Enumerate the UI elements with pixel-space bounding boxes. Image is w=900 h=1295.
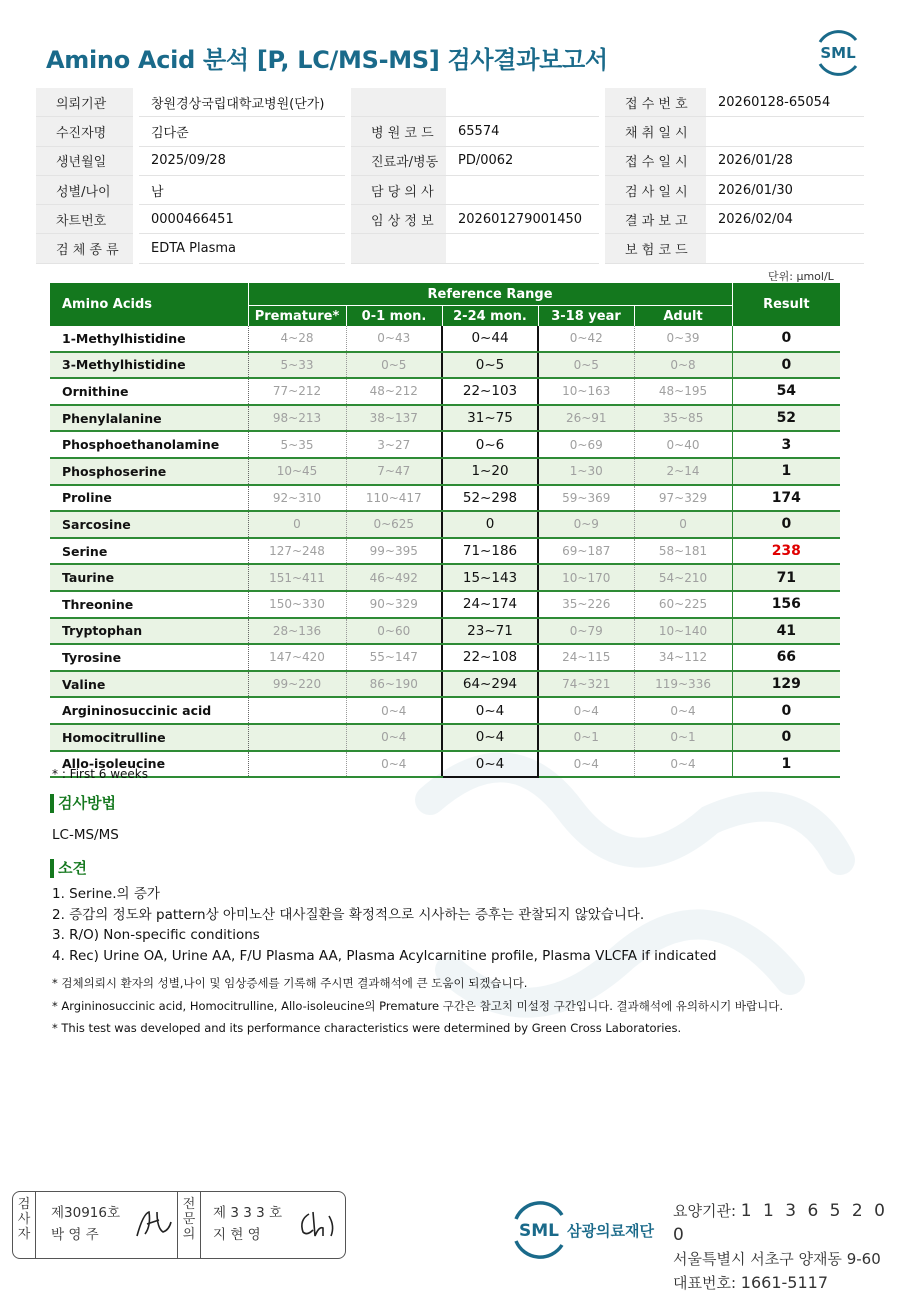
result-value: 129 bbox=[732, 671, 840, 698]
reference-range-cell: 48~212 bbox=[346, 378, 442, 405]
amino-acid-row bbox=[50, 591, 840, 618]
info-value: 2026/02/04 bbox=[706, 205, 864, 234]
reference-range-cell: 0~4 bbox=[634, 697, 732, 724]
reference-range-cell: 10~140 bbox=[634, 618, 732, 645]
amino-acid-row bbox=[50, 644, 840, 671]
info-row bbox=[36, 88, 864, 117]
amino-acid-name: Phosphoserine bbox=[50, 458, 248, 485]
method-heading: 검사방법 bbox=[50, 794, 116, 813]
amino-acid-name: Allo-isoleucine bbox=[50, 751, 248, 778]
specialist-signature-icon bbox=[295, 1206, 339, 1242]
info-row bbox=[36, 234, 864, 263]
reference-range-cell: 0~5 bbox=[346, 352, 442, 379]
result-value: 238 bbox=[732, 538, 840, 565]
reference-range-cell: 0~6 bbox=[442, 431, 538, 458]
examiner-name: 박 영 주 bbox=[51, 1227, 99, 1243]
amino-acid-row bbox=[50, 697, 840, 724]
reference-range-cell: 26~91 bbox=[538, 405, 634, 432]
result-value: 0 bbox=[732, 326, 840, 352]
reference-range-cell: 119~336 bbox=[634, 671, 732, 698]
reference-range-cell: 1~30 bbox=[538, 458, 634, 485]
reference-range-cell: 150~330 bbox=[248, 591, 346, 618]
amino-acid-name: 3-Methylhistidine bbox=[50, 352, 248, 379]
reference-range-cell: 35~226 bbox=[538, 591, 634, 618]
info-label bbox=[348, 88, 446, 117]
specialist-label: 전 문 의 bbox=[177, 1192, 201, 1258]
reference-range-cell: 0~42 bbox=[538, 326, 634, 352]
reference-range-cell: 0 bbox=[634, 511, 732, 538]
amino-acid-name: Argininosuccinic acid bbox=[50, 697, 248, 724]
reference-range-cell: 31~75 bbox=[442, 405, 538, 432]
reference-range-cell: 99~395 bbox=[346, 538, 442, 565]
reference-range-cell: 0 bbox=[248, 511, 346, 538]
unit-label: 단위: μmol/L bbox=[768, 270, 834, 283]
info-value: 창원경상국립대학교병원(단가) bbox=[136, 88, 348, 117]
reference-range-cell: 0~60 bbox=[346, 618, 442, 645]
amino-acid-name: Taurine bbox=[50, 564, 248, 591]
amino-acid-row bbox=[50, 618, 840, 645]
col-header-2-24-mon: 2-24 mon. bbox=[442, 306, 538, 327]
amino-acid-name: Serine bbox=[50, 538, 248, 565]
reference-range-cell: 0~8 bbox=[634, 352, 732, 379]
reference-range-cell: 38~137 bbox=[346, 405, 442, 432]
result-value: 0 bbox=[732, 697, 840, 724]
col-header-adult: Adult bbox=[634, 306, 732, 327]
result-value: 66 bbox=[732, 644, 840, 671]
reference-range-cell: 22~108 bbox=[442, 644, 538, 671]
examiner-license-no: 제30916호 bbox=[51, 1205, 121, 1221]
info-label: 접 수 번 호 bbox=[602, 88, 706, 117]
info-row bbox=[36, 146, 864, 175]
reference-range-cell: 3~27 bbox=[346, 431, 442, 458]
amino-acid-row bbox=[50, 724, 840, 751]
result-value: 52 bbox=[732, 405, 840, 432]
col-header-result: Result bbox=[732, 283, 840, 326]
result-value: 0 bbox=[732, 724, 840, 751]
sml-logo-icon bbox=[812, 28, 864, 76]
reference-range-cell: 10~170 bbox=[538, 564, 634, 591]
reference-range-cell: 0~4 bbox=[538, 751, 634, 778]
reference-range-cell: 69~187 bbox=[538, 538, 634, 565]
premature-footnote: * : First 6 weeks bbox=[52, 767, 148, 781]
info-label: 의뢰기관 bbox=[36, 88, 136, 117]
svg-text:SML: SML bbox=[820, 44, 856, 62]
reference-range-cell: 60~225 bbox=[634, 591, 732, 618]
reference-range-cell: 90~329 bbox=[346, 591, 442, 618]
amino-acid-name: Homocitrulline bbox=[50, 724, 248, 751]
reference-range-cell: 147~420 bbox=[248, 644, 346, 671]
info-label: 결 과 보 고 bbox=[602, 205, 706, 234]
amino-acid-row bbox=[50, 511, 840, 538]
amino-acid-row bbox=[50, 431, 840, 458]
reference-range-cell: 55~147 bbox=[346, 644, 442, 671]
reference-range-cell: 71~186 bbox=[442, 538, 538, 565]
org-name: 삼광의료재단 bbox=[567, 1222, 654, 1240]
amino-acid-name: Phenylalanine bbox=[50, 405, 248, 432]
svg-text:SML: SML bbox=[519, 1221, 559, 1241]
reference-range-cell: 86~190 bbox=[346, 671, 442, 698]
info-value bbox=[446, 234, 602, 263]
patient-info-table bbox=[36, 88, 864, 264]
note-line: * This test was developed and its performance characteristics were determined by Green Cross Laboratories. bbox=[52, 1021, 682, 1035]
info-value: 남 bbox=[136, 175, 348, 204]
result-value: 54 bbox=[732, 378, 840, 405]
examiner-label: 검 사 자 bbox=[13, 1192, 36, 1258]
amino-acid-table bbox=[50, 283, 840, 778]
reference-range-cell: 0~69 bbox=[538, 431, 634, 458]
col-header-premature: Premature* bbox=[248, 306, 346, 327]
amino-acid-name: Phosphoethanolamine bbox=[50, 431, 248, 458]
result-value: 0 bbox=[732, 352, 840, 379]
phone-number: 1661-5117 bbox=[740, 1273, 829, 1292]
info-row bbox=[36, 117, 864, 146]
reference-range-cell: 0~5 bbox=[442, 352, 538, 379]
info-value: 2025/09/28 bbox=[136, 146, 348, 175]
specialist-name: 지 현 영 bbox=[213, 1227, 261, 1243]
info-value bbox=[706, 234, 864, 263]
col-header-0-1-mon: 0-1 mon. bbox=[346, 306, 442, 327]
reference-range-cell: 0~44 bbox=[442, 326, 538, 352]
reference-range-cell: 7~47 bbox=[346, 458, 442, 485]
info-label: 성별/나이 bbox=[36, 175, 136, 204]
reference-range-cell: 10~163 bbox=[538, 378, 634, 405]
reference-range-cell: 0 bbox=[442, 511, 538, 538]
info-label: 접 수 일 시 bbox=[602, 146, 706, 175]
result-value: 71 bbox=[732, 564, 840, 591]
reference-range-cell: 46~492 bbox=[346, 564, 442, 591]
reference-range-cell bbox=[248, 751, 346, 778]
info-label: 차트번호 bbox=[36, 205, 136, 234]
reference-range-cell: 2~14 bbox=[634, 458, 732, 485]
reference-range-cell: 0~4 bbox=[538, 697, 634, 724]
institution-code-label: 요양기관: bbox=[673, 1202, 737, 1220]
note-line: * Argininosuccinic acid, Homocitrulline, Allo-isoleucine의 Premature 구간은 참고치 미설정 구간입니다. 결과해석에 유의하시기 바랍니다. bbox=[52, 998, 783, 1013]
info-row bbox=[36, 205, 864, 234]
reference-range-cell: 28~136 bbox=[248, 618, 346, 645]
amino-acid-name: Tryptophan bbox=[50, 618, 248, 645]
reference-range-cell: 64~294 bbox=[442, 671, 538, 698]
finding-line: 3. R/O) Non-specific conditions bbox=[52, 927, 260, 943]
reference-range-cell: 0~9 bbox=[538, 511, 634, 538]
institution-code: 1 1 3 6 5 2 0 0 bbox=[673, 1201, 888, 1245]
reference-range-cell: 77~212 bbox=[248, 378, 346, 405]
amino-acid-row bbox=[50, 671, 840, 698]
info-label: 채 취 일 시 bbox=[602, 117, 706, 146]
amino-acid-row bbox=[50, 538, 840, 565]
findings-heading: 소견 bbox=[50, 859, 87, 878]
amino-acid-name: Proline bbox=[50, 485, 248, 512]
info-value: PD/0062 bbox=[446, 146, 602, 175]
reference-range-cell: 0~4 bbox=[346, 751, 442, 778]
info-label: 진료과/병동 bbox=[348, 146, 446, 175]
reference-range-cell: 4~28 bbox=[248, 326, 346, 352]
info-value: EDTA Plasma bbox=[136, 234, 348, 263]
reference-range-cell: 0~625 bbox=[346, 511, 442, 538]
reference-range-cell: 0~43 bbox=[346, 326, 442, 352]
amino-acid-name: Valine bbox=[50, 671, 248, 698]
info-label: 보 험 코 드 bbox=[602, 234, 706, 263]
phone-label: 대표번호: bbox=[673, 1274, 737, 1292]
reference-range-cell: 24~174 bbox=[442, 591, 538, 618]
amino-acid-row bbox=[50, 378, 840, 405]
info-value: 2026/01/28 bbox=[706, 146, 864, 175]
result-value: 1 bbox=[732, 458, 840, 485]
info-value: 0000466451 bbox=[136, 205, 348, 234]
reference-range-cell: 10~45 bbox=[248, 458, 346, 485]
info-label bbox=[348, 234, 446, 263]
reference-range-cell: 74~321 bbox=[538, 671, 634, 698]
amino-acid-row bbox=[50, 458, 840, 485]
reference-range-cell bbox=[248, 697, 346, 724]
info-label: 수진자명 bbox=[36, 117, 136, 146]
reference-range-cell: 98~213 bbox=[248, 405, 346, 432]
result-value: 156 bbox=[732, 591, 840, 618]
info-label: 생년월일 bbox=[36, 146, 136, 175]
reference-range-cell: 35~85 bbox=[634, 405, 732, 432]
reference-range-cell: 0~4 bbox=[442, 751, 538, 778]
reference-range-cell: 52~298 bbox=[442, 485, 538, 512]
notes-list bbox=[52, 972, 783, 1040]
info-label: 담 당 의 사 bbox=[348, 175, 446, 204]
result-value: 41 bbox=[732, 618, 840, 645]
reference-range-cell: 24~115 bbox=[538, 644, 634, 671]
amino-acid-row bbox=[50, 485, 840, 512]
report-title: Amino Acid 분석 [P, LC/MS-MS] 검사결과보고서 bbox=[46, 46, 608, 74]
reference-range-cell: 5~35 bbox=[248, 431, 346, 458]
finding-line: 2. 증감의 정도와 pattern상 아미노산 대사질환을 확정적으로 시사하는 증후는 관찰되지 않았습니다. bbox=[52, 906, 645, 923]
amino-acid-name: 1-Methylhistidine bbox=[50, 326, 248, 352]
reference-range-cell: 22~103 bbox=[442, 378, 538, 405]
amino-acid-row bbox=[50, 352, 840, 379]
info-label: 검 사 일 시 bbox=[602, 175, 706, 204]
reference-range-cell: 151~411 bbox=[248, 564, 346, 591]
reference-range-cell: 15~143 bbox=[442, 564, 538, 591]
reference-range-cell: 97~329 bbox=[634, 485, 732, 512]
reference-range-cell: 0~4 bbox=[634, 751, 732, 778]
info-value: 20260128-65054 bbox=[706, 88, 864, 117]
reference-range-cell: 0~4 bbox=[442, 724, 538, 751]
note-line: * 검체의뢰시 환자의 성별,나이 및 임상증세를 기록해 주시면 결과해석에 큰 도움이 되겠습니다. bbox=[52, 976, 528, 990]
result-value: 1 bbox=[732, 751, 840, 778]
info-row bbox=[36, 175, 864, 204]
info-value bbox=[706, 117, 864, 146]
reference-range-cell: 59~369 bbox=[538, 485, 634, 512]
amino-acid-row bbox=[50, 326, 840, 352]
col-header-reference-range: Reference Range bbox=[248, 283, 732, 306]
info-label: 병 원 코 드 bbox=[348, 117, 446, 146]
signature-box bbox=[12, 1191, 346, 1259]
reference-range-cell bbox=[248, 724, 346, 751]
reference-range-cell: 58~181 bbox=[634, 538, 732, 565]
amino-acid-row bbox=[50, 564, 840, 591]
amino-acid-name: Threonine bbox=[50, 591, 248, 618]
reference-range-cell: 5~33 bbox=[248, 352, 346, 379]
reference-range-cell: 127~248 bbox=[248, 538, 346, 565]
reference-range-cell: 1~20 bbox=[442, 458, 538, 485]
reference-range-cell: 110~417 bbox=[346, 485, 442, 512]
reference-range-cell: 0~40 bbox=[634, 431, 732, 458]
info-value bbox=[446, 175, 602, 204]
info-value: 2026/01/30 bbox=[706, 175, 864, 204]
result-value: 3 bbox=[732, 431, 840, 458]
reference-range-cell: 0~1 bbox=[634, 724, 732, 751]
info-value: 김다준 bbox=[136, 117, 348, 146]
result-value: 0 bbox=[732, 511, 840, 538]
amino-acid-row bbox=[50, 751, 840, 778]
org-address: 서울특별시 서초구 양재동 9-60 bbox=[673, 1250, 881, 1268]
reference-range-cell: 0~4 bbox=[346, 724, 442, 751]
reference-range-cell: 23~71 bbox=[442, 618, 538, 645]
finding-line: 4. Rec) Urine OA, Urine AA, F/U Plasma AA, Plasma Acylcarnitine profile, Plasma VLCFA if indicated bbox=[52, 947, 717, 964]
footer-contact bbox=[673, 1199, 900, 1295]
reference-range-cell: 0~4 bbox=[346, 697, 442, 724]
info-value: 202601279001450 bbox=[446, 205, 602, 234]
reference-range-cell: 99~220 bbox=[248, 671, 346, 698]
info-value bbox=[446, 88, 602, 117]
findings-list bbox=[52, 884, 717, 966]
amino-acid-name: Ornithine bbox=[50, 378, 248, 405]
reference-range-cell: 0~39 bbox=[634, 326, 732, 352]
reference-range-cell: 54~210 bbox=[634, 564, 732, 591]
examiner-info bbox=[51, 1192, 120, 1258]
specialist-info bbox=[213, 1192, 282, 1258]
reference-range-cell: 0~4 bbox=[442, 697, 538, 724]
examiner-signature-icon bbox=[133, 1206, 173, 1242]
col-header-amino-acids: Amino Acids bbox=[50, 283, 248, 326]
reference-range-cell: 0~1 bbox=[538, 724, 634, 751]
amino-acid-name: Sarcosine bbox=[50, 511, 248, 538]
info-label: 검 체 종 류 bbox=[36, 234, 136, 263]
amino-acid-name: Tyrosine bbox=[50, 644, 248, 671]
reference-range-cell: 0~5 bbox=[538, 352, 634, 379]
reference-range-cell: 92~310 bbox=[248, 485, 346, 512]
method-text: LC-MS/MS bbox=[52, 827, 119, 843]
reference-range-cell: 48~195 bbox=[634, 378, 732, 405]
reference-range-cell: 34~112 bbox=[634, 644, 732, 671]
info-value: 65574 bbox=[446, 117, 602, 146]
finding-line: 1. Serine.의 증가 bbox=[52, 886, 160, 902]
info-label: 임 상 정 보 bbox=[348, 205, 446, 234]
result-value: 174 bbox=[732, 485, 840, 512]
amino-acid-row bbox=[50, 405, 840, 432]
specialist-license-no: 제 3 3 3 호 bbox=[213, 1205, 283, 1221]
reference-range-cell: 0~79 bbox=[538, 618, 634, 645]
col-header-3-18-year: 3-18 year bbox=[538, 306, 634, 327]
